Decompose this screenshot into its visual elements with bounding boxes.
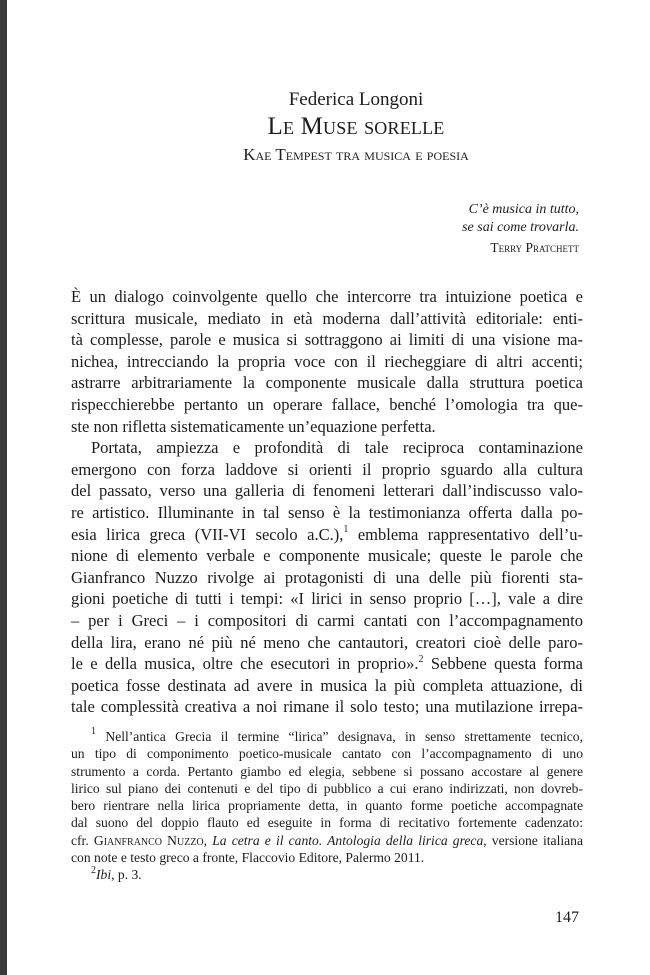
chapter-title: Le Muse sorelle: [267, 113, 445, 140]
cited-ibi: Ibi: [96, 867, 112, 883]
footnote-ref[interactable]: 2: [418, 653, 424, 665]
footnote-line: lirico sul piano dei contenuti e del tipo di pubblico a cui erano indirizzati, non dovreb-: [71, 780, 583, 796]
text-line: nione di elemento verbale e componente musicale; queste le parole che: [71, 546, 583, 566]
text-line: Portata, ampiezza e profondità di tale reciproca contaminazione: [91, 438, 583, 458]
text-line: poetica fosse destinata ad avere in musica la più completa attuazione, di: [71, 675, 583, 695]
text-line: scrittura musicale, mediato in età moderna dall’attività editoriale: enti-: [71, 308, 583, 328]
text-span: esia lirica greca (VII-VI secolo a.C.),: [71, 524, 344, 544]
text-line: emergono con forza laddove si orienti il proprio sguardo alla cultura: [71, 459, 583, 479]
footnote-line: dal suono del doppio flauto ed eseguite in forma di recitativo fortemente cadenzato:: [71, 815, 583, 831]
chapter-header: [60, 88, 650, 166]
text-line: [71, 653, 583, 675]
epigraph-line: C’è musica in tutto,: [468, 202, 579, 217]
cited-title: La cetra e il canto. Antologia della lirica greca: [212, 832, 484, 848]
text-line: Gianfranco Nuzzo rivolge ai protagonisti di una delle più fiorenti sta-: [71, 567, 583, 587]
footnote-line: [71, 866, 583, 883]
text-span: Nell’antica Grecia il termine “lirica” designava, in senso strettamente tecnico,: [96, 729, 583, 744]
text-line: È un dialogo coinvolgente quello che intercorre tra intuizione poetica e: [71, 287, 583, 306]
footnote-line: bero rientrare nella lirica propriamente detta, in quanto forme poetiche accompagnate: [71, 798, 583, 814]
author-name: Federica Longoni: [288, 89, 424, 110]
text-line: re artistico. Illuminante in tal senso è la testimonianza offerta dalla po-: [71, 502, 583, 522]
body-text: [71, 286, 583, 718]
text-line: – per i Greci – i compositori di carmi cantati con l’accompagnamento: [71, 610, 583, 630]
cited-author: Gianfranco Nuzzo: [93, 832, 204, 848]
text-line: tale complessità creativa a noi rimane il solo testo; una mutilazione irrepa-: [71, 697, 583, 717]
footnote-line: strumento a corda. Pertanto giambo ed elegia, sebbene si possano accostare al genere: [71, 763, 583, 779]
text-line: gioni poetiche di tutti i tempi: «I lirici in senso proprio […], vale a dire: [71, 589, 583, 609]
text-line: [71, 524, 583, 546]
footnote-ref[interactable]: 1: [343, 524, 349, 536]
text-line: nichea, intrecciando la propria voce con il riecheggiare di altri accenti;: [71, 351, 583, 371]
footnote-number: 1: [91, 726, 96, 738]
epigraph-attribution: Terry Pratchett: [490, 240, 579, 255]
text-span: emblema rappresentativo dell’u-: [348, 524, 583, 544]
text-line: della lira, erano né più né meno che cantautori, creatori cioè delle paro-: [71, 632, 583, 652]
page-number: 147: [555, 909, 579, 926]
text-span: Sebbene questa forma: [423, 654, 583, 674]
footnote-line: un tipo di componimento poetico-musicale cantato con l’accompagnamento di uno: [71, 746, 583, 762]
text-line: tà complesse, parole e musica si sottraggono ai limiti di una visione ma-: [71, 330, 583, 350]
text-line: del passato, verso una galleria di fenomeni letterari dall’indiscusso valo-: [71, 481, 583, 501]
footnote-line: [71, 728, 583, 745]
text-span: cfr.: [71, 832, 94, 848]
footnote-line: [71, 832, 583, 849]
text-span: , versione italiana: [483, 832, 583, 848]
footnotes: [71, 728, 583, 884]
text-span: ,: [203, 832, 213, 848]
text-span: le e della musica, oltre che esecutori in proprio».: [71, 654, 419, 674]
footnote-number: 2: [91, 864, 96, 876]
chapter-subtitle: Kae Tempest tra musica e poesia: [243, 145, 469, 164]
paragraph-2: [71, 437, 583, 718]
text-span: , p. 3.: [111, 867, 142, 883]
text-line: rispecchierebbe pertanto un operare fallace, benché l’omologia tra que-: [71, 394, 583, 414]
text-line: ste non rifletta sistematicamente un’equazione perfetta.: [71, 416, 436, 436]
paragraph-1: [71, 286, 583, 437]
footnote-line: con note e testo greco a fronte, Flaccovio Editore, Palermo 2011.: [71, 850, 425, 866]
epigraph: [462, 201, 579, 257]
text-line: astrarre arbitrariamente la componente musicale dalla struttura poetica: [71, 373, 583, 393]
page-edge-bar: [0, 0, 7, 975]
epigraph-line: se sai come trovarla.: [462, 220, 579, 235]
